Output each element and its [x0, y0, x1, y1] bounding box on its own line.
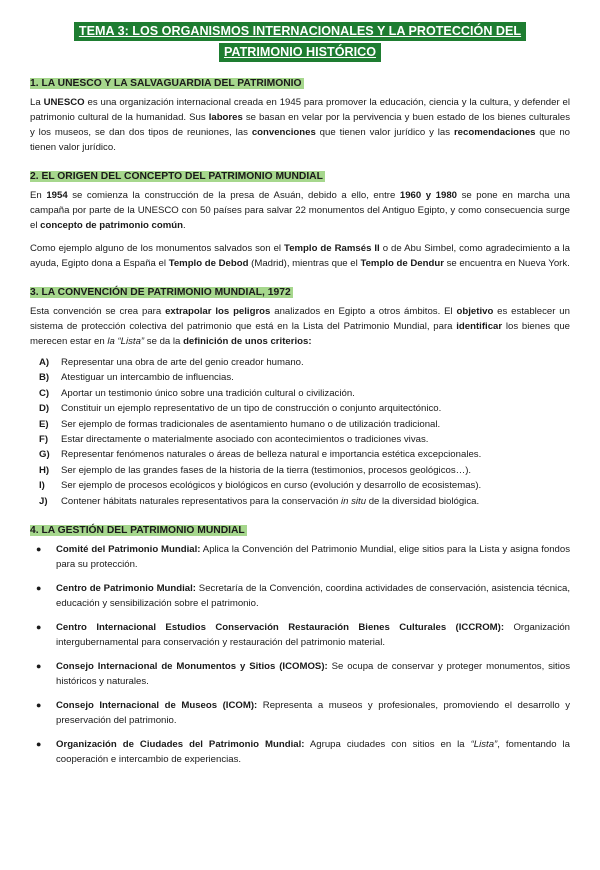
- list-item: D) Constituir un ejemplo representativo de un tipo de construcción o conjunto arquitectónico.: [39, 403, 442, 415]
- section-1-heading: 1. LA UNESCO Y LA SALVAGUARDIA DEL PATRIMONIO: [30, 78, 302, 89]
- section-3-heading: 3. LA CONVENCIÓN DE PATRIMONIO MUNDIAL, 1972: [30, 287, 291, 298]
- bullet-icon: ●: [36, 700, 42, 711]
- list-item: ● Consejo Internacional de Museos (ICOM): Representa a museos y profesionales, promoviendo el desarrollo y preservación del patrimonio.: [36, 700, 570, 727]
- title-line-1: TEMA 3: LOS ORGANISMOS INTERNACIONALES Y LA PROTECCIÓN DEL: [74, 22, 526, 41]
- criteria-list: [30, 355, 570, 509]
- document-title: [30, 22, 570, 62]
- bullet-icon: ●: [36, 661, 42, 672]
- bullet-icon: ●: [36, 739, 42, 750]
- list-item: B) Atestiguar un intercambio de influencias.: [39, 372, 234, 384]
- list-item: A) Representar una obra de arte del genio creador humano.: [39, 357, 304, 368]
- title-line-2: PATRIMONIO HISTÓRICO: [219, 43, 381, 62]
- list-item: E) Ser ejemplo de formas tradicionales de asentamiento humano o de utilización tradicional.: [39, 418, 441, 430]
- list-item: ● Organización de Ciudades del Patrimonio Mundial: Agrupa ciudades con sitios en la “Lista”, fomentando la cooperación e intercambio de experiencias.: [36, 739, 570, 766]
- list-item: G) Representar fenómenos naturales o áreas de belleza natural e importancia estética excepcionales.: [39, 449, 482, 461]
- list-item: ● Consejo Internacional de Monumentos y Sitios (ICOMOS): Se ocupa de conservar y proteger monumentos, sitios históricos y naturales.: [36, 661, 570, 688]
- section-2-paragraph-2: Como ejemplo alguno de los monumentos salvados son el Templo de Ramsés II o de Abu Simbel, como agradecimiento a la ayuda, Egipto dona a España el Templo de Debod (Madrid), mientras que el Templo de Dendur se encuentra en Nueva York.: [30, 243, 570, 269]
- list-item: C) Aportar un testimonio único sobre una tradición cultural o civilización.: [39, 387, 355, 399]
- organizations-list: [30, 542, 570, 767]
- section-2-paragraph-1: En 1954 se comienza la construcción de la presa de Asuán, debido a ello, entre 1960 y 1980 se pone en marcha una campaña por parte de la UNESCO con 50 países para salvar 22 monumentos del Antiguo Egipto, y como consecuencia surge el concepto de patrimonio común.: [30, 190, 570, 231]
- bullet-icon: ●: [36, 583, 42, 594]
- document-page: [0, 22, 600, 870]
- section-3-paragraph: Esta convención se crea para extrapolar los peligros analizados en Egipto a otros ámbitos. El objetivo es establecer un sistema de protección colectiva del patrimonio que está en la Lista del Patrimonio Mundial, para identificar los bienes que merecen estar en la “Lista” se da la definición de unos criterios:: [30, 306, 570, 347]
- bullet-icon: ●: [36, 622, 42, 633]
- section-4-heading: 4. LA GESTIÓN DEL PATRIMONIO MUNDIAL: [30, 525, 245, 537]
- list-item: I) Ser ejemplo de procesos ecológicos y biológicos en curso (evolución y desarrollo de ecosistemas).: [39, 480, 482, 492]
- bullet-icon: ●: [36, 544, 42, 555]
- list-item: ● Centro de Patrimonio Mundial: Secretaría de la Convención, coordina actividades de conservación, asistencia técnica, educación y sensibilización sobre el patrimonio.: [36, 583, 570, 610]
- list-item: ● Centro Internacional Estudios Conservación Restauración Bienes Culturales (ICCROM): Organización intergubernamental para conservación y restauración del patrimonio material.: [36, 622, 570, 649]
- section-1-paragraph: La UNESCO es una organización internacional creada en 1945 para promover la educación, ciencia y la cultura, y defender el patrimonio cultural de la humanidad. Sus labores se basan en velar por la pervivencia y buen estado de los bienes culturales y los museos, se dan dos tipos de reuniones, las convenciones que tienen valor jurídico y las recomendaciones que no tienen valor jurídico.: [30, 97, 570, 153]
- list-item: H) Ser ejemplo de las grandes fases de la historia de la tierra (testimonios, procesos geológicos…).: [39, 464, 472, 476]
- list-item: J) Contener hábitats naturales representativos para la conservación in situ de la diversidad biológica.: [39, 495, 480, 507]
- list-item: ● Comité del Patrimonio Mundial: Aplica la Convención del Patrimonio Mundial, elige sitios para la Lista y asigna fondos para su protección.: [36, 544, 571, 571]
- section-2-heading: 2. EL ORIGEN DEL CONCEPTO DEL PATRIMONIO MUNDIAL: [30, 171, 323, 182]
- list-item: F) Estar directamente o materialmente asociado con acontecimientos o tradiciones vivas.: [39, 434, 429, 446]
